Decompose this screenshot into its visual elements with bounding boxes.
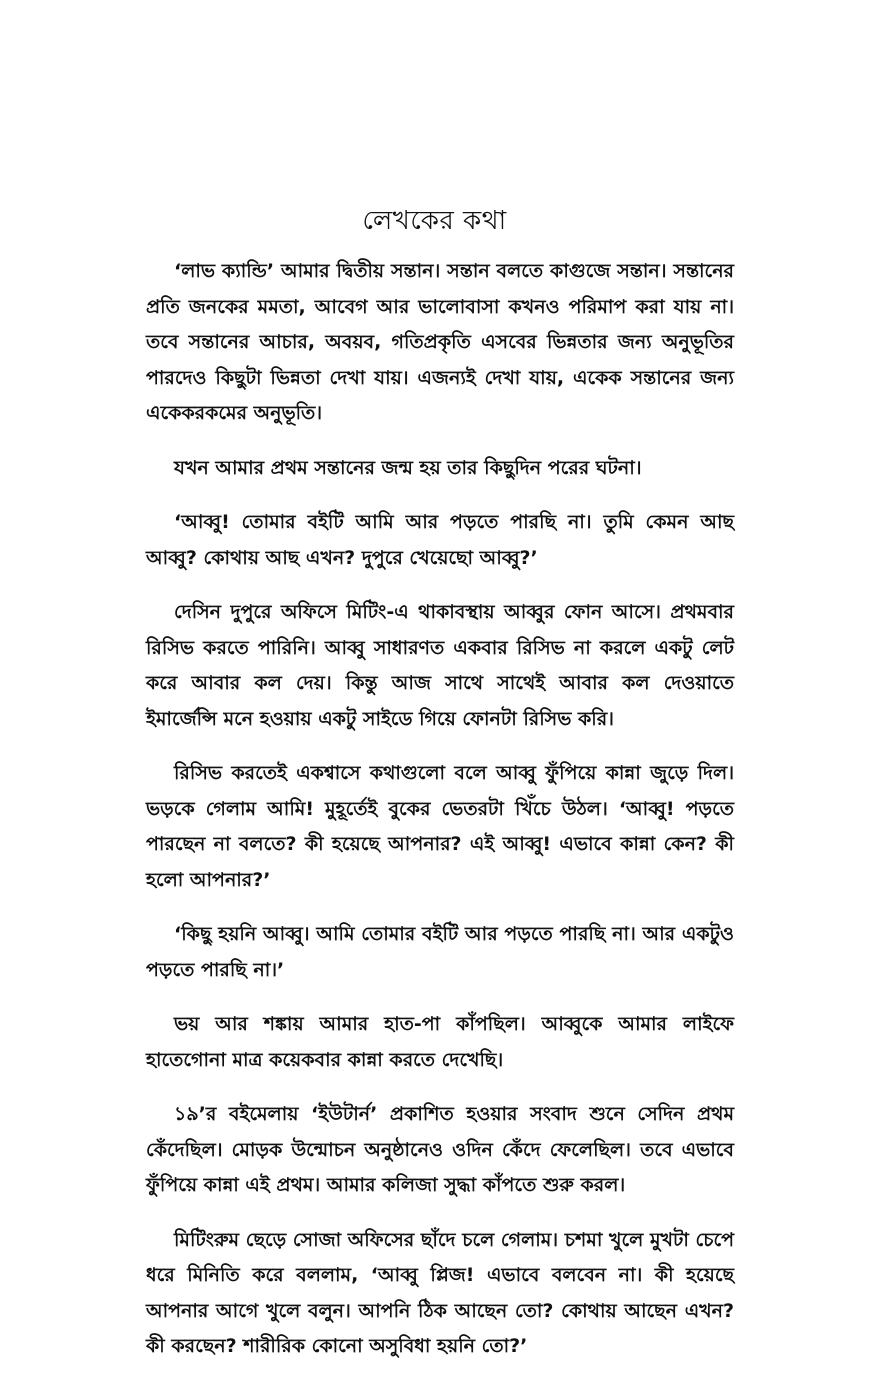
body-text [146,254,734,1384]
paragraph: রিসিভ করতেই একশ্বাসে কথাগুলো বলে আব্বু ফুঁপিয়ে কান্না জুড়ে দিল। ভড়কে গেলাম আমি! মুহূর্তেই বুকের ভেতরটা খিঁচে উঠল। ‘আব্বু! পড়তে পারছেন না বলতে? কী হয়েছে আপনার? এই আব্বু! এভাবে কান্না কেন? কী হলো আপনার?’ [146,762,734,891]
paragraph: ১৯’র বইমেলায় ‘ইউটার্ন’ প্রকাশিত হওয়ার সংবাদ শুনে সেদিন প্রথম কেঁদেছিল। মোড়ক উন্মোচন অনুষ্ঠানেও ওদিন কেঁদে ফেলেছিল। তবে এভাবে ফুঁপিয়ে কান্না এই প্রথম। আমার কলিজা সুদ্ধা কাঁপতে শুরু করল। [146,1103,734,1196]
paragraph: ‘কিছু হয়নি আব্বু। আমি তোমার বইটি আর পড়তে পারছি না। আর একটুও পড়তে পারছি না।’ [146,923,734,981]
paragraph: ‘আব্বু! তোমার বইটি আমি আর পড়তে পারছি না। তুমি কেমন আছ আব্বু? কোথায় আছ এখন? দুপুরে খেয়েছো আব্বু?’ [146,511,734,569]
paragraph: মিটিংরুম ছেড়ে সোজা অফিসের ছাঁদে চলে গেলাম। চশমা খুলে মুখটা চেপে ধরে মিনিতি করে বললাম, ‘আব্বু প্লিজ! এভাবে বলবেন না। কী হয়েছে আপনার আগে খুলে বলুন। আপনি ঠিক আছেন তো? কোথায় আছেন এখন? কী করছেন? শারীরিক কোনো অসুবিধা হয়নি তো?’ [146,1228,734,1357]
paragraph: যখন আমার প্রথম সন্তানের জন্ম হয় তার কিছুদিন পরের ঘটনা। [174,456,642,479]
chapter-title: লেখকের কথা [362,206,507,236]
paragraph: দেসিন দুপুরে অফিসে মিটিং-এ থাকাবস্থায় আব্বুর ফোন আসে। প্রথমবার রিসিভ করতে পারিনি। আব্বু সাধারণত একবার রিসিভ না করলে একটু লেট করে আবার কল দেয়। কিন্তু আজ সাথে সাথেই আবার কল দেওয়াতে ইমার্জেন্সি মনে হওয়ায় একটু সাইডে গিয়ে ফোনটা রিসিভ করি। [146,601,734,730]
paragraph: ‘লাভ ক্যান্ডি’ আমার দ্বিতীয় সন্তান। সন্তান বলতে কাগুজে সন্তান। সন্তানের প্রতি জনকের মমতা, আবেগ আর ভালোবাসা কখনও পরিমাপ করা যায় না। তবে সন্তানের আচার, অবয়ব, গতিপ্রকৃতি এসবের ভিন্নতার জন্য অনুভূতির পারদেও কিছুটা ভিন্নতা দেখা যায়। এজন্যই দেখা যায়, একেক সন্তানের জন্য একেকরকমের অনুভূতি। [146,260,734,424]
paragraph: ভয় আর শঙ্কায় আমার হাত-পা কাঁপছিল। আব্বুকে আমার লাইফে হাতেগোনা মাত্র কয়েকবার কান্না করতে দেখেছি। [146,1013,734,1071]
